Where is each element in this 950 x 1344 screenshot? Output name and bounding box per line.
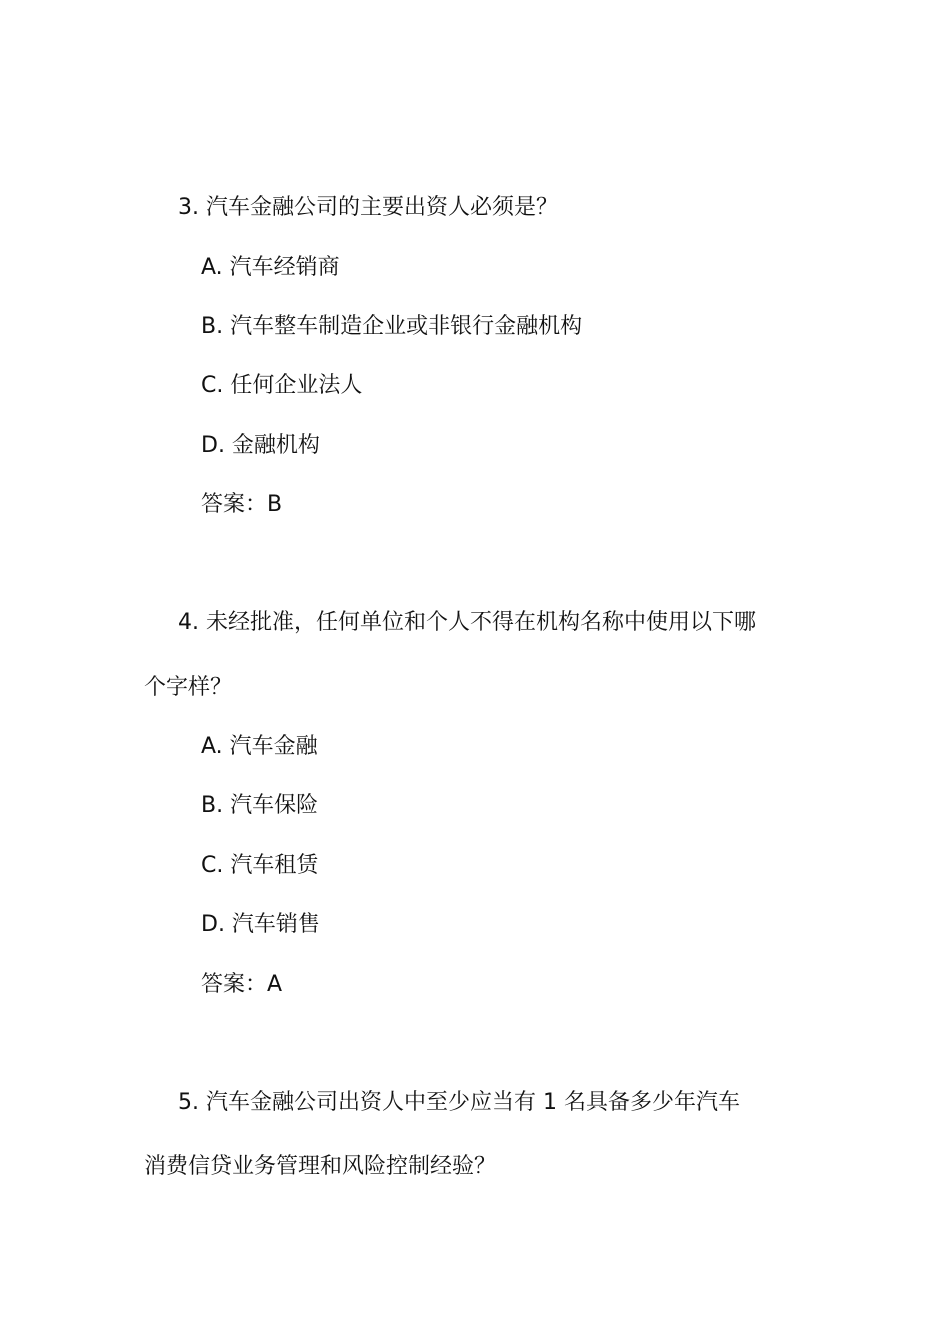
question-3-option-a: A. 汽车经销商 (201, 255, 340, 280)
question-4-stem-line-1: 4. 未经批准，任何单位和个人不得在机构名称中使用以下哪 (178, 610, 756, 635)
question-4-option-b: B. 汽车保险 (201, 793, 319, 818)
question-4-option-c: C. 汽车租赁 (201, 853, 319, 878)
question-4-option-a: A. 汽车金融 (201, 734, 318, 759)
question-3-option-c: C. 任何企业法人 (201, 373, 363, 398)
question-3-stem: 3. 汽车金融公司的主要出资人必须是？ (178, 195, 558, 220)
question-5-stem-line-1: 5. 汽车金融公司出资人中至少应当有 1 名具备多少年汽车 (178, 1090, 740, 1115)
question-4-answer: 答案：A (201, 972, 283, 997)
question-4-stem-line-2: 个字样？ (144, 675, 233, 700)
question-4-option-d: D. 汽车销售 (201, 912, 320, 937)
question-3-option-b: B. 汽车整车制造企业或非银行金融机构 (201, 314, 583, 339)
question-3-option-d: D. 金融机构 (201, 433, 320, 458)
question-3-answer: 答案：B (201, 492, 283, 517)
question-5-stem-line-2: 消费信贷业务管理和风险控制经验？ (144, 1154, 497, 1179)
